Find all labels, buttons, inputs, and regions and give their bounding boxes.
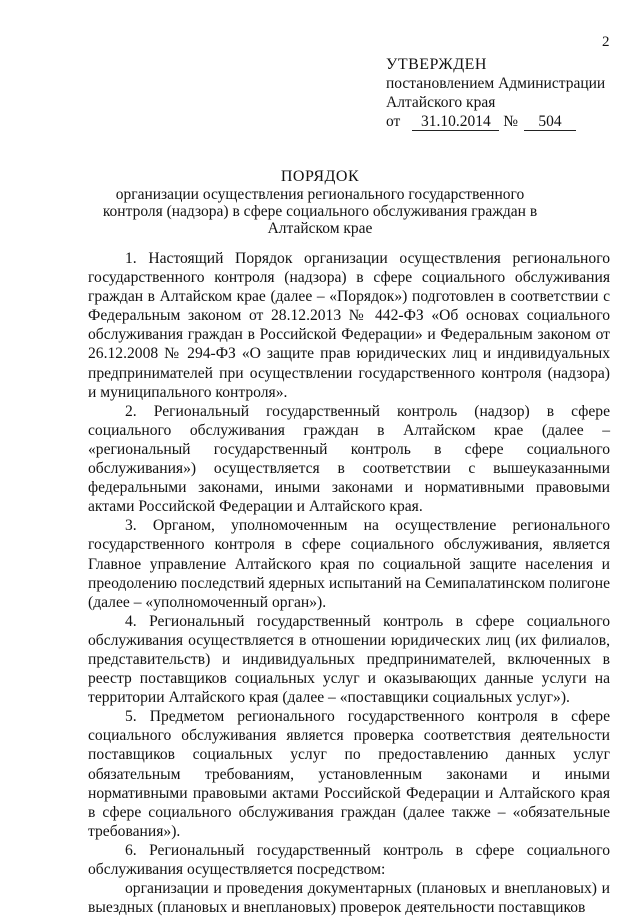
paragraph: 3. Органом, уполномоченным на осуществление регионального государственного контроля в сфере социального обслуживания, является Главное управление Алтайского края по социальной защите населения и преодолению последствий ядерных испытаний на Семипалатинском полигоне (далее – «уполномоченный орган»).: [88, 517, 610, 611]
document-subtitle: организации осуществления регионального государственного контроля (надзора) в сфере социального обслуживания граждан в Алтайском крае: [102, 186, 538, 237]
approval-block: [386, 55, 605, 131]
paragraph: 4. Региональный государственный контроль в сфере социального обслуживания осуществляется в отношении юридических лиц (их филиалов, представительств) и индивидуальных предпринимателей, включенных в реестр поставщиков социальных услуг и оказывающих данные услуги на территории Алтайского края (далее – «поставщики социальных услуг»).: [88, 612, 610, 707]
paragraph: 2. Региональный государственный контроль (надзор) в сфере социального обслуживания граждан в Алтайском крае (далее – «региональный государственный контроль в сфере социального обслуживания») осуществляется в соответствии с вышеуказанными федеральными законами, иными законами и нормативными правовыми актами Российской Федерации и Алтайского края.: [88, 402, 610, 516]
number-label: №: [503, 113, 518, 130]
paragraph: организации и проведения документарных (плановых и внеплановых) и выездных (плановых и внеплановых) проверок деятельности поставщиков: [88, 880, 610, 917]
paragraph: 5. Предметом регионального государственного контроля в сфере социального обслуживания является проверка соответствия деятельности поставщиков социальных услуг по предоставлению данных услуг обязательным требованиям, установленным законами и иными нормативными правовыми актами Российской Федерации и Алтайского края в сфере социального обслуживания граждан (далее также – «обязательные требования»).: [88, 708, 610, 840]
page-number: 2: [602, 34, 610, 50]
approval-line-1: постановлением Администрации: [386, 75, 606, 92]
approval-date-line: [386, 112, 605, 131]
approval-number: 504: [524, 113, 576, 131]
approval-word: УТВЕРЖДЕН: [386, 56, 487, 73]
paragraph: 6. Региональный государственный контроль в сфере социального обслуживания осуществляется посредством:: [88, 841, 610, 878]
paragraph: 1. Настоящий Порядок организации осуществления регионального государственного контроля (надзора) в сфере социального обслуживания граждан в Алтайском крае (далее – «Порядок») подготовлен в соответствии с Федеральным законом от 28.12.2013 № 442-ФЗ «Об основах социального обслуживания граждан в Российской Федерации» и Федеральным законом от 26.12.2008 № 294-ФЗ «О защите прав юридических лиц и индивидуальных предпринимателей при осуществлении государственного контроля (надзора) и муниципального контроля».: [88, 250, 610, 401]
from-label: от: [386, 113, 401, 130]
document-body: [88, 249, 610, 917]
approval-line-2: Алтайского края: [386, 94, 496, 111]
document-title: ПОРЯДОК: [280, 168, 360, 185]
approval-date: 31.10.2014: [412, 113, 499, 131]
